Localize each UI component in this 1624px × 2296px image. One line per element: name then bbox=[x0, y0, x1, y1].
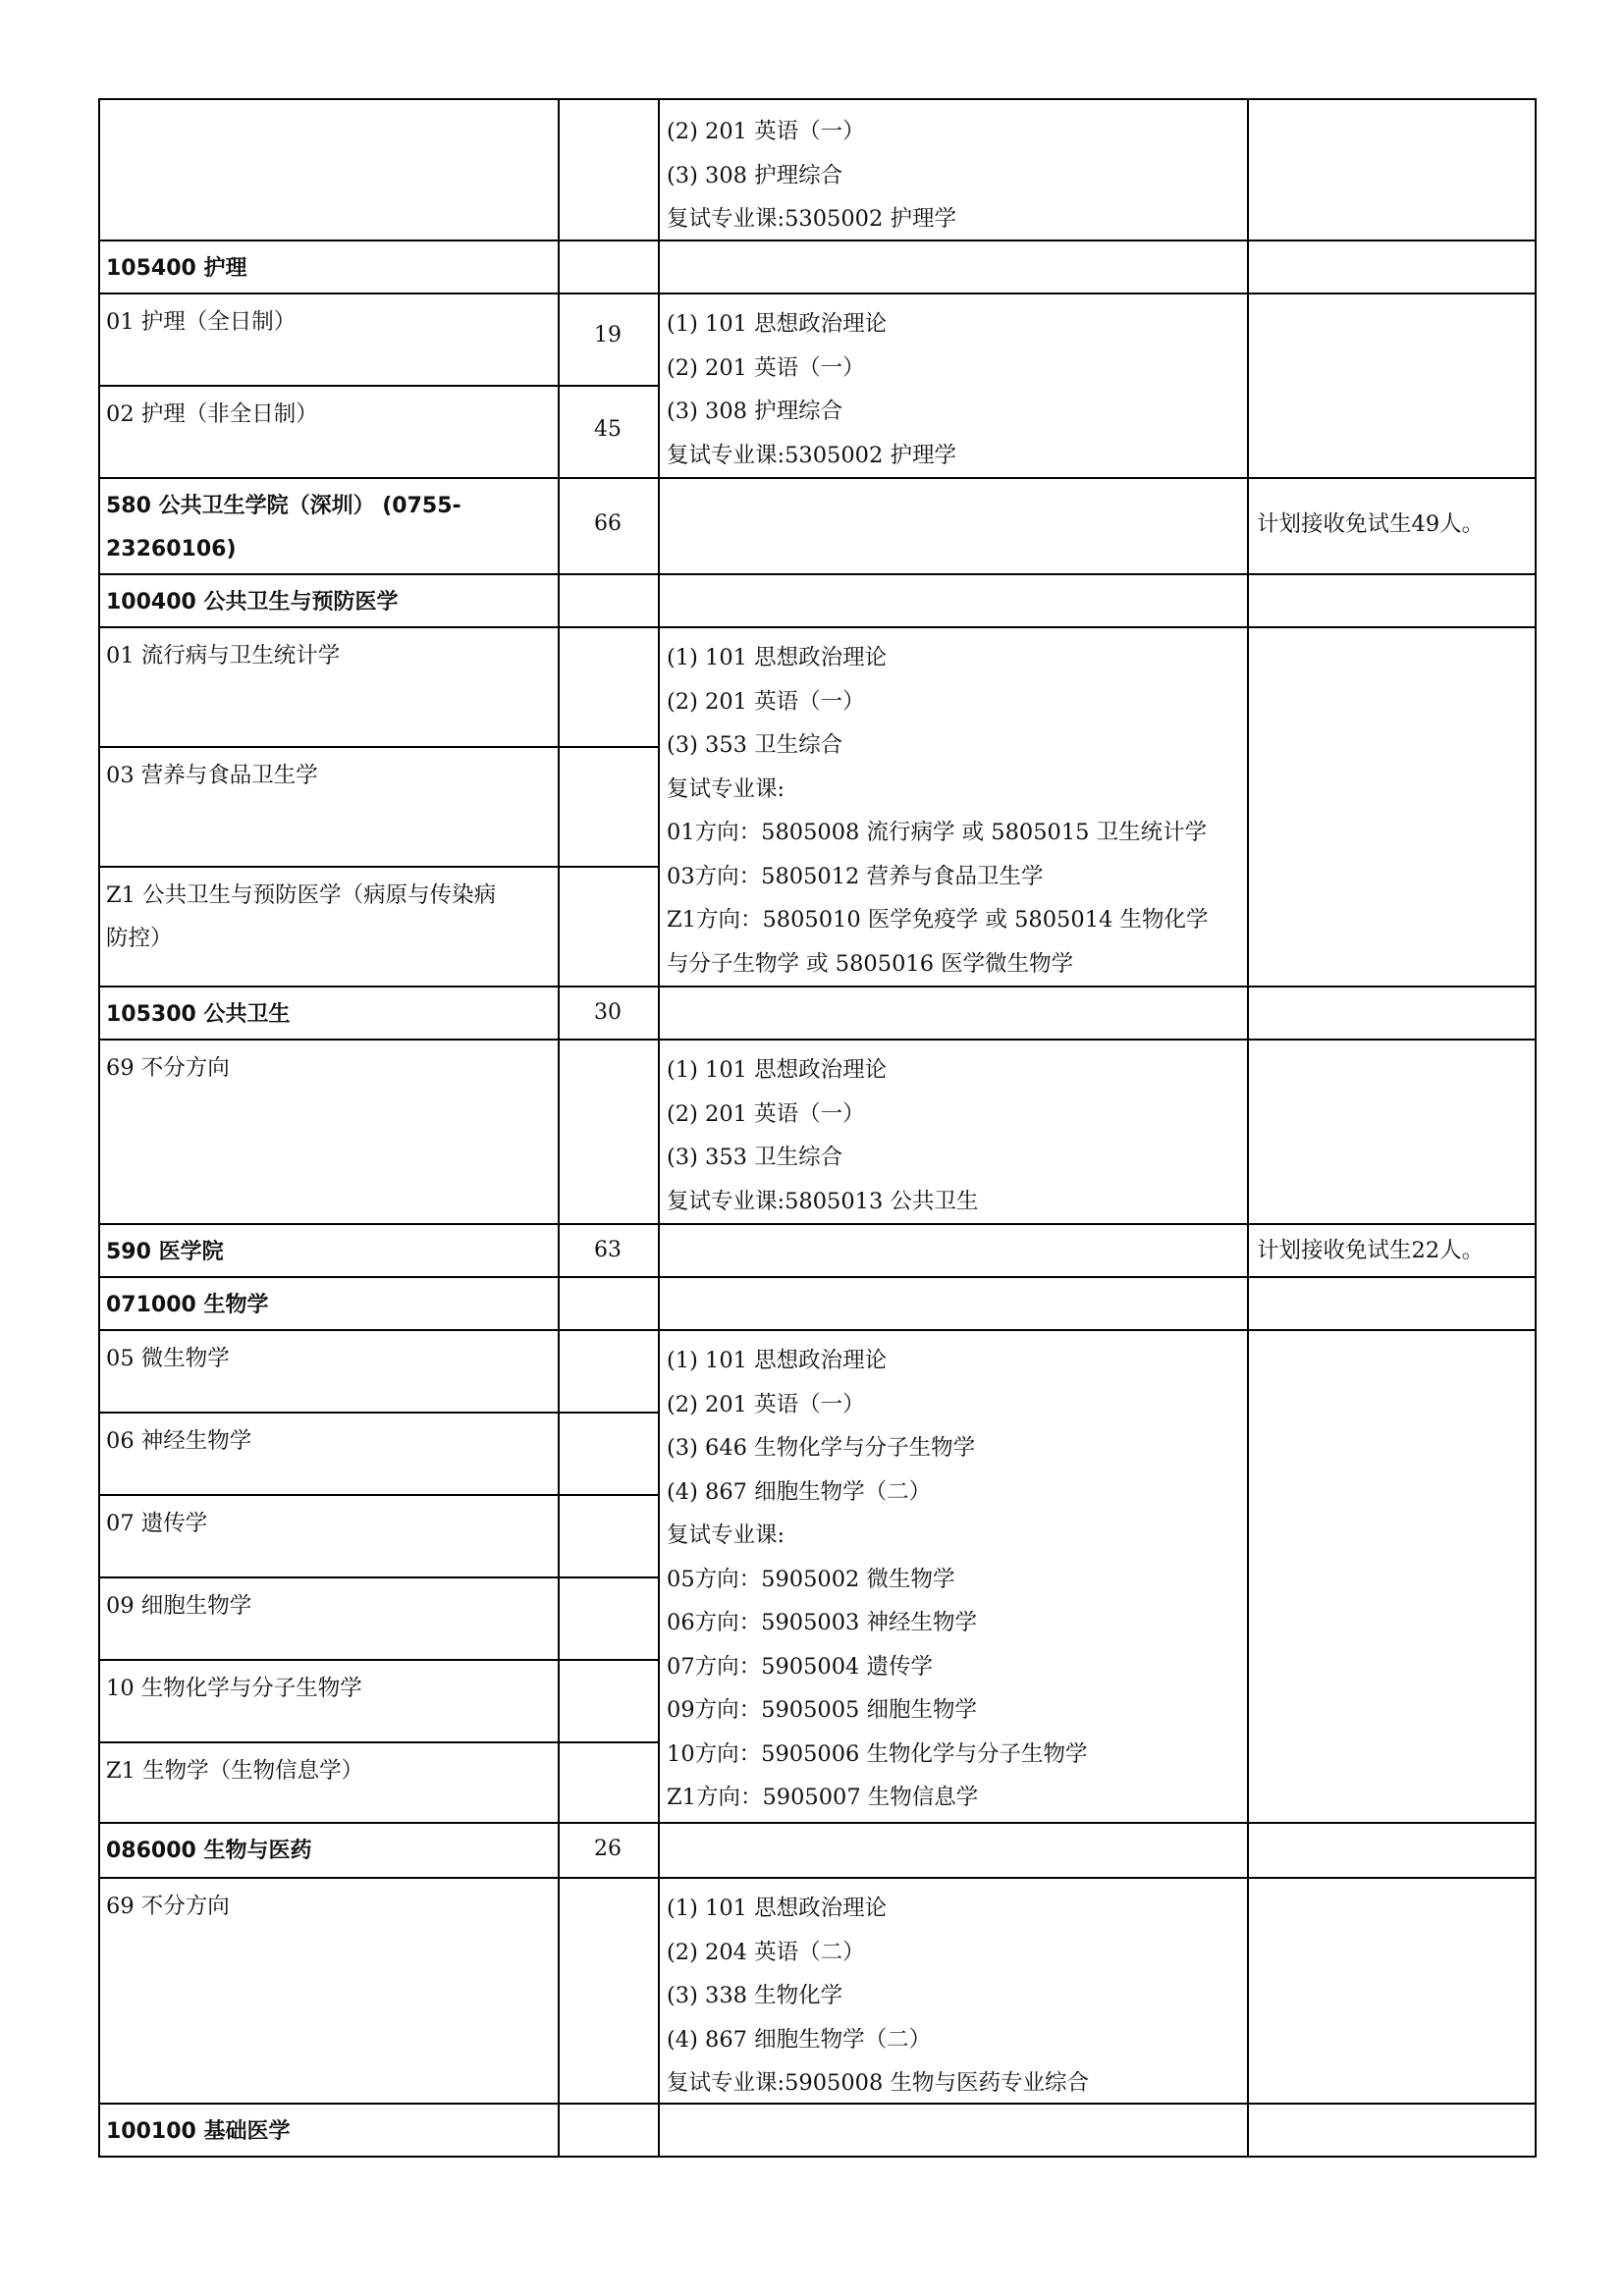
exam-subject-line: (2) 201 英语（一） bbox=[667, 688, 865, 715]
table-row-r10-note-cell bbox=[1247, 1039, 1537, 1225]
exam-subject-line: 06方向：5905003 神经生物学 bbox=[667, 1610, 977, 1635]
table-row-r5-subjects-cell bbox=[658, 573, 1249, 628]
table-row-r8-quota-cell bbox=[558, 866, 660, 988]
exam-subject-line: (3) 338 生物化学 bbox=[667, 1983, 843, 2008]
table-row-r0-name-cell bbox=[98, 98, 560, 241]
exam-subject-line: (2) 201 英语（一） bbox=[667, 119, 865, 144]
exam-subject-line: (3) 308 护理综合 bbox=[667, 399, 843, 424]
quota-value: 19 bbox=[594, 323, 622, 347]
exam-subject-line: 复试专业课: bbox=[667, 775, 785, 802]
row-name-label: Z1 生物学（生物信息学） bbox=[106, 1758, 364, 1784]
table-row-r20-quota-cell bbox=[558, 1877, 660, 2105]
exam-subject-line: Z1方向：5905007 生物信息学 bbox=[667, 1785, 979, 1810]
exam-subject-line: (1) 101 思想政治理论 bbox=[667, 645, 888, 670]
table-row-r13s-note-cell bbox=[1247, 1329, 1537, 1824]
row-name-label: 69 不分方向 bbox=[106, 1055, 230, 1081]
table-row-r5-note-cell bbox=[1247, 573, 1537, 628]
exam-subject-line: 复试专业课:5905008 生物与医药专业综合 bbox=[667, 2070, 1089, 2096]
table-row-r19-note-cell bbox=[1247, 1822, 1537, 1879]
row-name-label: 590 医学院 bbox=[106, 1240, 224, 1264]
quota-note: 计划接收免试生49人。 bbox=[1257, 511, 1485, 537]
exam-subject-line: (4) 867 细胞生物学（二） bbox=[667, 2026, 932, 2053]
exam-subject-line: (3) 353 卫生综合 bbox=[667, 732, 843, 758]
table-row-r9-subjects-cell bbox=[658, 986, 1249, 1041]
exam-subject-line: 复试专业课: bbox=[667, 1522, 785, 1548]
exam-subject-line: (1) 101 思想政治理论 bbox=[667, 1057, 888, 1083]
exam-subject-line: 10方向：5905006 生物化学与分子生物学 bbox=[667, 1740, 1088, 1767]
row-name-label: 01 流行病与卫生统计学 bbox=[106, 643, 341, 668]
row-name-label: 06 神经生物学 bbox=[106, 1428, 252, 1454]
exam-subject-line: (2) 201 英语（一） bbox=[667, 1391, 865, 1417]
table-row-r18-quota-cell bbox=[558, 1741, 660, 1824]
table-row-r5-quota-cell bbox=[558, 573, 660, 628]
exam-subject-line: 03方向：5805012 营养与食品卫生学 bbox=[667, 863, 1044, 889]
row-name-label: 01 护理（全日制） bbox=[106, 309, 297, 335]
table-row-r12-subjects-cell bbox=[658, 1276, 1249, 1331]
exam-subject-line: 05方向：5905002 微生物学 bbox=[667, 1566, 955, 1592]
table-row-r6-quota-cell bbox=[558, 626, 660, 748]
exam-subject-line: (3) 353 卫生综合 bbox=[667, 1145, 843, 1170]
quota-value: 45 bbox=[594, 417, 622, 442]
exam-subject-line: (3) 646 生物化学与分子生物学 bbox=[667, 1435, 976, 1461]
quota-value: 66 bbox=[594, 511, 622, 536]
exam-subject-line: 07方向：5905004 遗传学 bbox=[667, 1653, 933, 1680]
row-name-label: 07 遗传学 bbox=[106, 1511, 208, 1536]
table-row-r16-quota-cell bbox=[558, 1576, 660, 1661]
exam-subject-line: (2) 201 英语（一） bbox=[667, 354, 865, 381]
row-name-label: 100100 基础医学 bbox=[106, 2119, 291, 2144]
table-row-r1-note-cell bbox=[1247, 240, 1537, 294]
table-row-r19-subjects-cell bbox=[658, 1822, 1249, 1879]
table-row-r17-quota-cell bbox=[558, 1659, 660, 1743]
table-row-r7-quota-cell bbox=[558, 746, 660, 868]
table-row-r21-quota-cell bbox=[558, 2103, 660, 2158]
table-row-r0-quota-cell bbox=[558, 98, 660, 241]
exam-subject-line: (2) 201 英语（一） bbox=[667, 1100, 865, 1127]
exam-subject-line: Z1方向：5805010 医学免疫学 或 5805014 生物化学 bbox=[667, 907, 1209, 933]
exam-subject-line: (1) 101 思想政治理论 bbox=[667, 311, 888, 337]
row-name-label: 105300 公共卫生 bbox=[106, 1002, 291, 1027]
row-name-label: 05 微生物学 bbox=[106, 1346, 230, 1371]
row-name-label: 10 生物化学与分子生物学 bbox=[106, 1676, 362, 1701]
exam-subject-line: 09方向：5905005 细胞生物学 bbox=[667, 1697, 977, 1723]
exam-subject-line: 复试专业课:5805013 公共卫生 bbox=[667, 1188, 979, 1214]
table-row-r20-note-cell bbox=[1247, 1877, 1537, 2105]
exam-subject-line: 01方向：5805008 流行病学 或 5805015 卫生统计学 bbox=[667, 820, 1208, 845]
row-name-label: 105400 护理 bbox=[106, 256, 247, 281]
quota-note: 计划接收免试生22人。 bbox=[1257, 1238, 1485, 1263]
table-row-r9-note-cell bbox=[1247, 986, 1537, 1041]
row-name-label: 071000 生物学 bbox=[106, 1293, 269, 1317]
table-row-r15-quota-cell bbox=[558, 1494, 660, 1578]
table-row-r2s-note-cell bbox=[1247, 293, 1537, 479]
table-row-r1-subjects-cell bbox=[658, 240, 1249, 294]
row-name-label: 23260106) bbox=[106, 537, 237, 561]
exam-subject-line: 与分子生物学 或 5805016 医学微生物学 bbox=[667, 950, 1074, 977]
table-row-r4-subjects-cell bbox=[658, 477, 1249, 575]
exam-subject-line: (1) 101 思想政治理论 bbox=[667, 1896, 888, 1921]
exam-subject-line: 复试专业课:5305002 护理学 bbox=[667, 206, 956, 232]
quota-value: 30 bbox=[594, 1000, 622, 1025]
row-name-label: 03 营养与食品卫生学 bbox=[106, 763, 318, 788]
table-row-r14-quota-cell bbox=[558, 1412, 660, 1496]
table-row-r10-quota-cell bbox=[558, 1039, 660, 1225]
quota-value: 63 bbox=[594, 1238, 622, 1262]
exam-subject-line: 复试专业课:5305002 护理学 bbox=[667, 442, 956, 468]
row-name-label: 100400 公共卫生与预防医学 bbox=[106, 590, 399, 614]
row-name-label: 防控） bbox=[106, 926, 173, 951]
row-name-label: 09 细胞生物学 bbox=[106, 1593, 252, 1619]
exam-subject-line: (1) 101 思想政治理论 bbox=[667, 1348, 888, 1373]
table-row-r12-quota-cell bbox=[558, 1276, 660, 1331]
exam-subject-line: (2) 204 英语（二） bbox=[667, 1939, 865, 1965]
table-row-r0-note-cell bbox=[1247, 98, 1537, 241]
exam-subject-line: (4) 867 细胞生物学（二） bbox=[667, 1478, 932, 1505]
table-row-r21-subjects-cell bbox=[658, 2103, 1249, 2158]
exam-subject-line: (3) 308 护理综合 bbox=[667, 162, 843, 188]
row-name-label: 580 公共卫生学院（深圳） (0755- bbox=[106, 494, 461, 518]
row-name-label: 02 护理（非全日制） bbox=[106, 401, 318, 427]
quota-value: 26 bbox=[594, 1837, 622, 1861]
row-name-label: 086000 生物与医药 bbox=[106, 1839, 312, 1863]
table-row-r21-note-cell bbox=[1247, 2103, 1537, 2158]
row-name-label: 69 不分方向 bbox=[106, 1894, 230, 1919]
table-row-r11-subjects-cell bbox=[658, 1223, 1249, 1278]
table-row-r12-note-cell bbox=[1247, 1276, 1537, 1331]
row-name-label: Z1 公共卫生与预防医学（病原与传染病 bbox=[106, 882, 497, 908]
table-row-r13-quota-cell bbox=[558, 1329, 660, 1414]
table-row-r1-quota-cell bbox=[558, 240, 660, 294]
table-row-r6s-note-cell bbox=[1247, 626, 1537, 988]
